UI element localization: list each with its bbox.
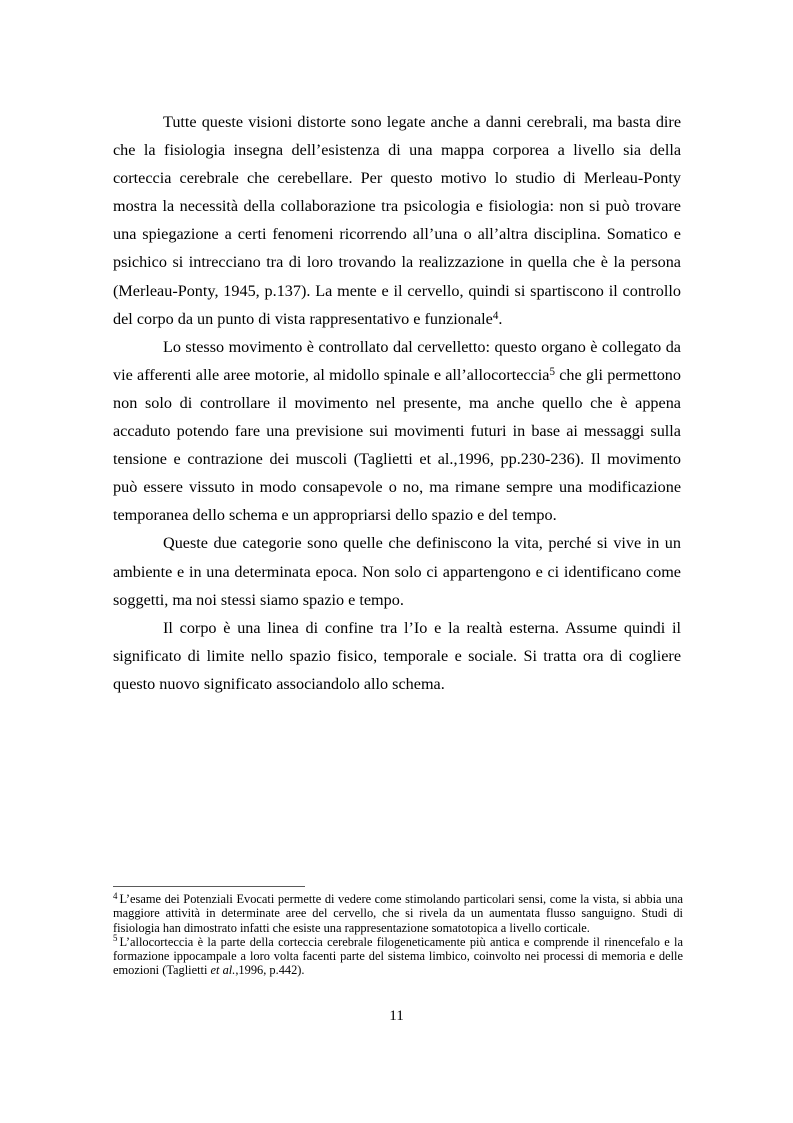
footnote-separator-rule	[113, 886, 305, 887]
footnote-4-text: L’esame dei Potenziali Evocati permette di vedere come stimolando particolari sensi, come la vista, si abbia una maggiore attività in determinate aree del cervello, che si rivela da un aumentata flusso sanguigno. Studi di fisiologia han dimostrato infatti che esiste una rappresentazione somatotopica a livello corticale.	[113, 892, 683, 935]
paragraph-1-text: Tutte queste visioni distorte sono legate anche a danni cerebrali, ma basta dire che la fisiologia insegna dell’esistenza di una mappa corporea a livello sia della corteccia cerebrale che cerebellare. Per questo motivo lo studio di Merleau-Ponty mostra la necessità della collaborazione tra psicologia e fisiologia: non si può trovare una spiegazione a certi fenomeni ricorrendo all’una o all’altra disciplina. Somatico e psichico si intrecciano tra di loro trovando la realizzazione in quella che è la persona (Merleau-Ponty, 1945, p.137). La mente e il cervello, quindi si spartiscono il controllo del corpo da un punto di vista rappresentativo e funzionale	[113, 113, 681, 328]
footnote-5-italic: et al.	[210, 963, 236, 978]
footnote-5-text: L’allocorteccia è la parte della corteccia cerebrale filogeneticamente più antica e comprende il rinencefalo e la formazione ippocampale a loro volta facenti parte del sistema limbico, coinvolto nei processi di memoria e delle emozioni (Taglietti	[113, 934, 683, 978]
paragraph-2	[113, 333, 681, 530]
body-text-block	[113, 108, 681, 698]
page-number: 11	[389, 1007, 404, 1024]
paragraph-3-text: Queste due categorie sono quelle che definiscono la vita, perché si vive in un ambiente e in una determinata epoca. Non solo ci appartengono e ci identificano come soggetti, ma noi stessi siamo spazio e tempo.	[113, 534, 681, 609]
paragraph-4	[113, 614, 681, 698]
footnote-5-text-tail: ,1996, p.442).	[235, 963, 305, 978]
paragraph-2-text: Lo stesso movimento è controllato dal cervelletto: questo organo è collegato da vie afferenti alle aree motorie, al midollo spinale e all’allocorteccia	[113, 337, 681, 384]
footnote-area	[113, 886, 683, 978]
footnote-5-marker: 5	[113, 933, 118, 944]
footnote-5	[113, 935, 683, 978]
footnote-reference-4[interactable]: 4	[492, 309, 499, 322]
paragraph-3	[113, 529, 681, 613]
footnote-4	[113, 892, 683, 935]
paragraph-4-text: Il corpo è una linea di confine tra l’Io e la realtà esterna. Assume quindi il significato di limite nello spazio fisico, temporale e sociale. Si tratta ora di cogliere questo nuovo significato associandolo allo schema.	[113, 618, 681, 693]
footnote-reference-5[interactable]: 5	[549, 365, 555, 378]
paragraph-1	[113, 108, 681, 333]
footnote-4-marker: 4	[113, 890, 118, 901]
paragraph-1-text-tail: .	[498, 309, 503, 328]
paragraph-2-text-tail: che gli permettono non solo di controllare il movimento nel presente, ma anche quello che è appena accaduto potendo fare una previsione sui movimenti futuri in base ai messaggi sulla tensione e contrazione dei muscoli (Taglietti et al.,1996, pp.230-236). Il movimento può essere vissuto in modo consapevole o no, ma rimane sempre una modificazione temporanea dello schema e un appropriarsi dello spazio e del tempo.	[113, 365, 681, 525]
